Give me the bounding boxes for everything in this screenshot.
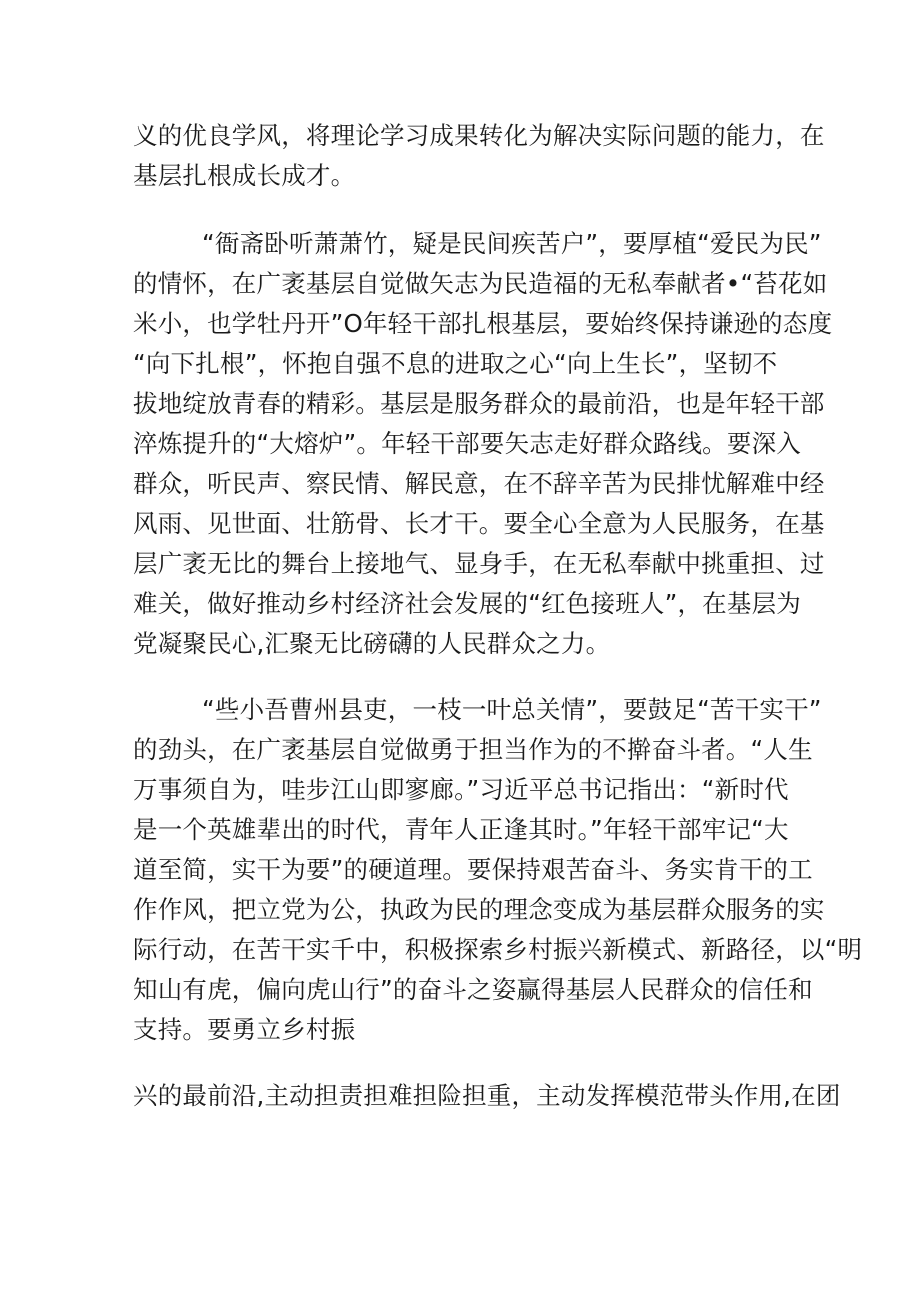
text-line: 的劲头，在广袤基层自觉做勇于担当作为的不擀奋斗者。“人生	[133, 735, 813, 764]
text-line: 的情怀，在广袤基层自觉做矢志为民造福的无私奉献者•“苔花如	[133, 269, 828, 298]
text-line: 际行动，在苦干实千中，积极探索乡村振兴新模式、新路径，以“明	[133, 935, 863, 964]
text-line: 万事须自为，哇步江山即寥廊。”习近平总书记指出：“新时代	[133, 775, 789, 804]
text-line: 支持。要勇立乡村振	[133, 1015, 356, 1044]
text-line: 义的优良学风，将理论学习成果转化为解决实际问题的能力，在	[133, 121, 825, 150]
text-line: 作作风，把立党为公，执政为民的理念变成为基层群众服务的实	[133, 895, 825, 924]
text-line: 道至简，实干为要”的硬道理。要保持艰苦奋斗、务实肯干的工	[133, 855, 813, 884]
text-line: 米小，也学牡丹开”O年轻干部扎根基层，要始终保持谦逊的态度	[133, 309, 833, 338]
text-line: 知山有虎，偏向虎山行”的奋斗之姿赢得基层人民群众的信任和	[133, 975, 813, 1004]
text-line: 拔地绽放青春的精彩。基层是服务群众的最前沿，也是年轻干部	[133, 389, 825, 418]
text-line: 淬炼提升的“大熔炉”。年轻干部要矢志走好群众路线。要深入	[133, 429, 801, 458]
text-line: 党凝聚民心,汇聚无比磅礴的人民群众之力。	[133, 629, 611, 658]
text-line: 兴的最前沿,主动担责担难担险担重，主动发挥模范带头作用,在团	[133, 1081, 841, 1110]
text-line: “衙斋卧听萧萧竹，疑是民间疾苦户”，要厚植“爱民为民”	[202, 229, 822, 258]
text-line: “向下扎根”，怀抱自强不息的进取之心“向上生长”，坚韧不	[133, 349, 778, 378]
text-line: 风雨、见世面、壮筋骨、长才干。要全心全意为人民服务，在基	[133, 509, 825, 538]
text-line: 难关，做好推动乡村经济社会发展的“红色接班人”，在基层为	[133, 589, 801, 618]
text-line: 群众，听民声、察民情、解民意，在不辞辛苦为民排忧解难中经	[133, 469, 825, 498]
text-line: 是一个英雄辈出的时代，青年人正逢其时。”年轻干部牢记“大	[133, 815, 789, 844]
text-line: 层广袤无比的舞台上接地气、显身手，在无私奉献中挑重担、过	[133, 549, 825, 578]
text-line: “些小吾曹州县吏，一枝一叶总关情”，要鼓足“苦干实干”	[202, 695, 822, 724]
text-line: 基层扎根成长成才。	[133, 161, 356, 190]
